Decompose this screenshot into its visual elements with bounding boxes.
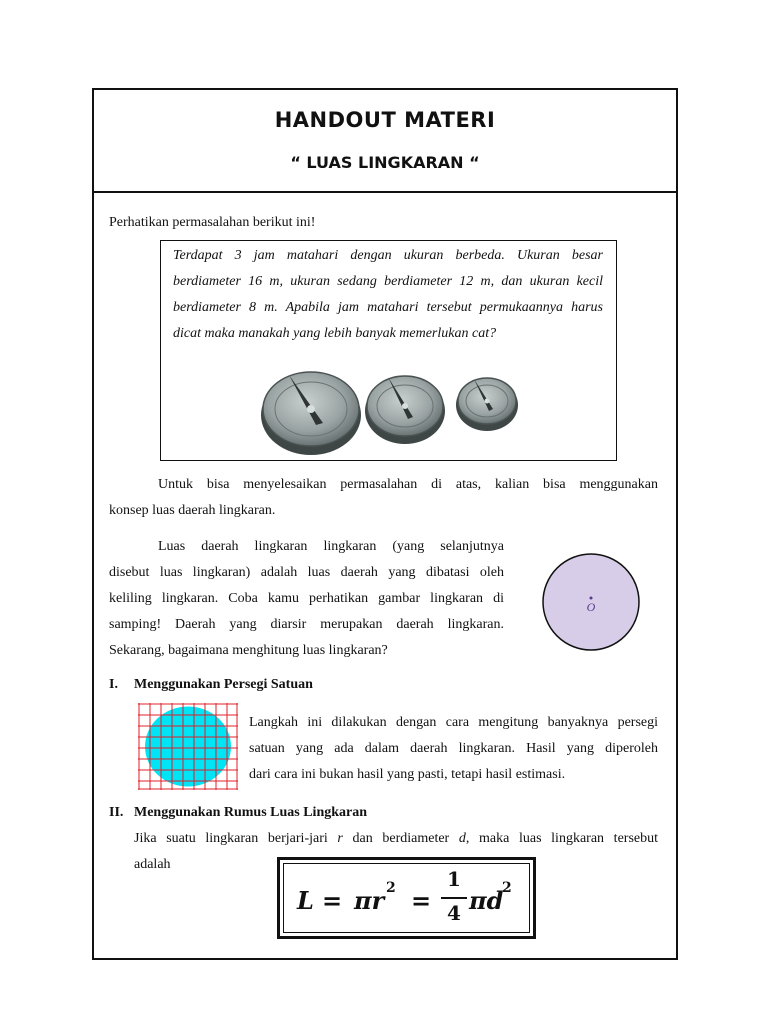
formula-exponent: 2 [386, 880, 396, 896]
radius-symbol: r [337, 831, 343, 846]
circle-figure [541, 552, 641, 652]
problem-text [173, 243, 603, 347]
problem-box [160, 240, 617, 461]
section2-number: II. [109, 805, 124, 820]
formula-equals: = [322, 886, 343, 915]
area-formula [280, 860, 533, 936]
section2-text: Jika suatu lingkaran berjari-jari [134, 831, 338, 846]
section2-line1 [134, 826, 658, 852]
formula-pi-r: πr [354, 886, 385, 915]
page-title: HANDOUT MATERI [274, 108, 496, 132]
paragraph1-line1: Untuk bisa menyelesaikan permasalahan di atas, kalian bisa menggunakan [158, 477, 658, 492]
section1-title: Menggunakan Persegi Satuan [134, 677, 313, 692]
section1-line: satuan yang ada dalam daerah lingkaran. Hasil yang diperoleh [249, 741, 658, 756]
formula-box [277, 857, 536, 939]
problem-line: berdiameter 8 m. Apabila jam matahari tersebut permukaannya harus [173, 300, 603, 315]
formula-numerator: 1 [447, 867, 461, 891]
paragraph2-line: disebut luas lingkaran) adalah luas daerah yang dibatasi oleh [109, 565, 504, 580]
grid-circle-figure [138, 703, 238, 790]
paragraph2 [109, 534, 504, 664]
sundial-large-icon [261, 372, 361, 455]
paragraph2-line: samping! Daerah yang diarsir merupakan daerah lingkaran. [109, 617, 504, 632]
page-subtitle: “ LUAS LINGKARAN “ [290, 153, 480, 172]
circle-center-label: O [586, 600, 596, 614]
paragraph2-line: keliling lingkaran. Coba kamu perhatikan gambar lingkaran di [109, 591, 504, 606]
section1-number: I. [109, 677, 118, 692]
formula-exponent: 2 [502, 880, 512, 896]
handout-header [94, 90, 676, 193]
section2-text: dan berdiameter [342, 831, 459, 846]
problem-line: berdiameter 16 m, ukuran sedang berdiameter 12 m, dan ukuran kecil [173, 274, 603, 289]
section1-body [249, 710, 658, 788]
intro-text: Perhatikan permasalahan berikut ini! [109, 215, 316, 230]
paragraph1-line2: konsep luas daerah lingkaran. [109, 503, 276, 518]
section2-line2: adalah [134, 857, 171, 872]
section1-line: Langkah ini dilakukan dengan cara mengitung banyaknya persegi [249, 715, 658, 730]
section1-line: dari cara ini bukan hasil yang pasti, tetapi hasil estimasi. [249, 767, 566, 782]
problem-line: Terdapat 3 jam matahari dengan ukuran berbeda. Ukuran besar [173, 248, 603, 263]
paragraph2-line: Luas daerah lingkaran lingkaran (yang selanjutnya [158, 539, 504, 554]
section2-text: , maka luas lingkaran tersebut [465, 831, 658, 846]
sundial-small-icon [456, 378, 518, 431]
problem-line: dicat maka manakah yang lebih banyak memerlukan cat? [173, 326, 497, 341]
formula-denominator: 4 [447, 901, 461, 925]
section2-title: Menggunakan Rumus Luas Lingkaran [134, 805, 368, 820]
sundial-medium-icon [365, 376, 445, 444]
formula-L: L [297, 886, 314, 915]
formula-pi-d: πd [469, 886, 504, 915]
fraction-bar [441, 897, 467, 899]
paragraph2-line: Sekarang, bagaimana menghitung luas lingkaran? [109, 643, 388, 658]
diameter-symbol: d [458, 831, 466, 846]
sundials-image [261, 363, 523, 459]
formula-equals: = [411, 886, 432, 915]
